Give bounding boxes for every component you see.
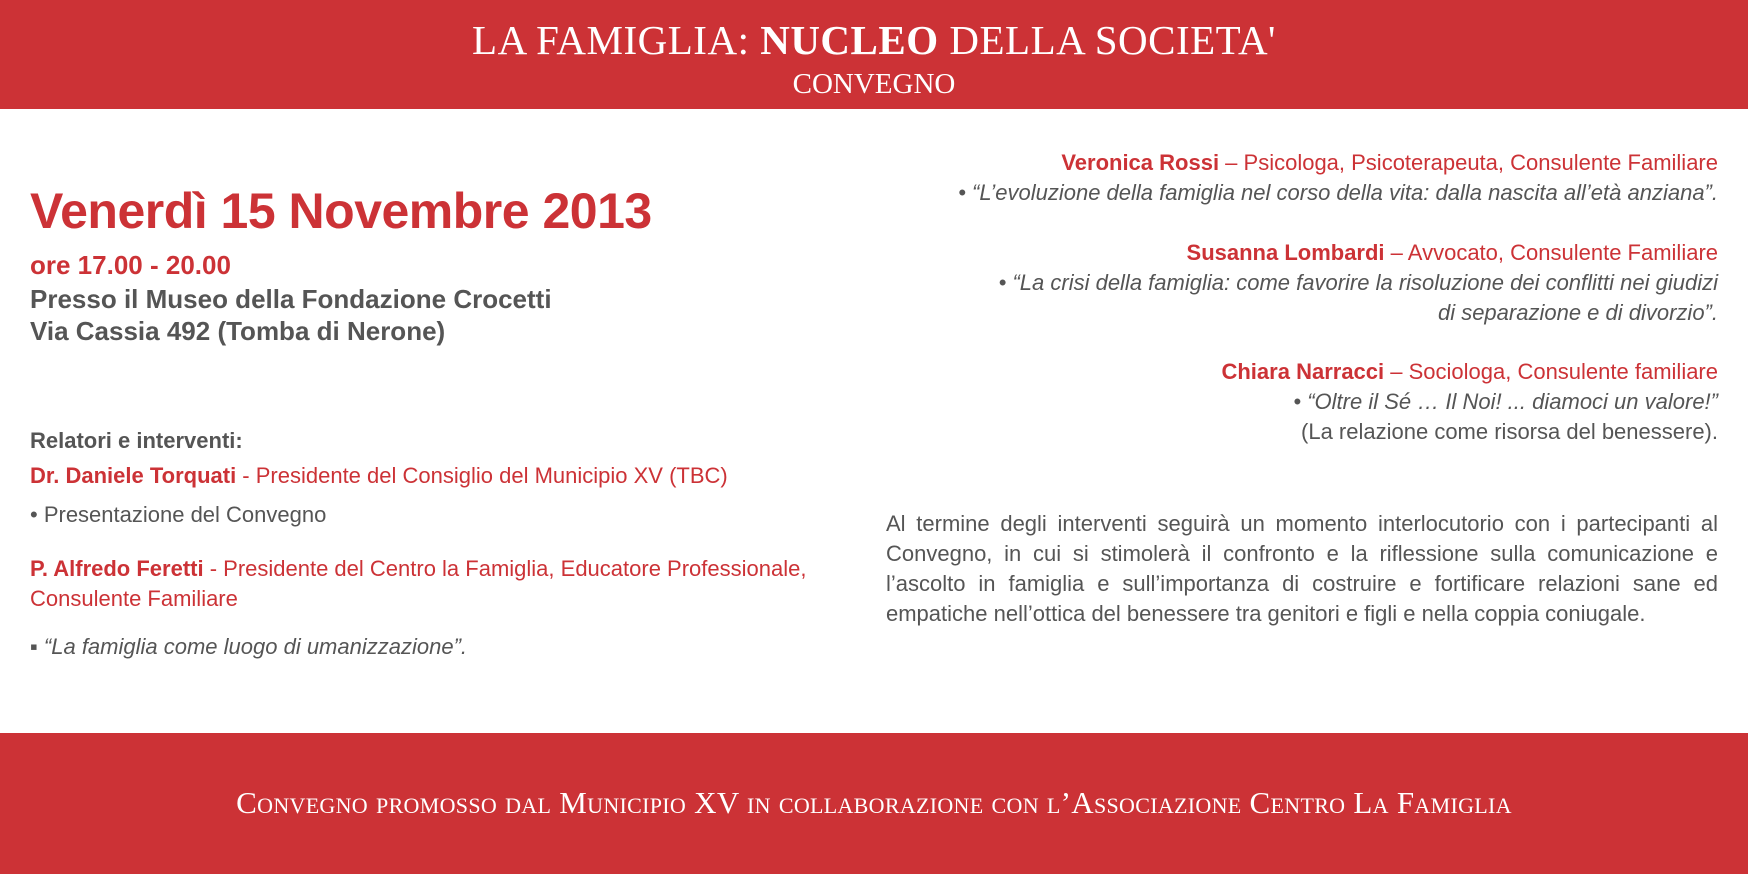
speaker-feretti [30,554,840,614]
speaker-talk: ▪ “La famiglia come luogo di umanizzazione”. [30,634,468,659]
event-time: ore 17.00 - 20.00 [30,250,231,280]
speaker-talk: • “La crisi della famiglia: come favorire la risoluzione dei conflitti nei giudizi di separazione e di divorzio”. [998,270,1718,325]
speaker-rossi [858,148,1718,208]
speaker-lombardi [858,238,1718,328]
header-banner [0,0,1748,109]
speaker-role: – Sociologa, Consulente familiare [1384,359,1718,384]
footer-banner [0,733,1748,874]
speaker-talk: • Presentazione del Convegno [30,502,327,527]
speaker-role: – Avvocato, Consulente Familiare [1384,240,1718,265]
title-suffix: DELLA SOCIETA' [938,17,1276,63]
title-highlight: NUCLEO [760,17,939,63]
footer-text: Convegno promosso dal Municipio XV in collaborazione con l’Associazione Centro La Famiglia [236,785,1512,820]
speaker-heading [858,238,1718,268]
speaker-torquati [30,461,840,491]
speaker-role: - Presidente del Consiglio del Municipio XV (TBC) [236,463,728,488]
speaker-role: - Presidente del Centro la Famiglia, Educatore Professionale, Consulente Familiare [30,556,807,611]
speaker-name: Dr. Daniele Torquati [30,463,237,488]
speaker-heading [858,357,1718,387]
speaker-name: Veronica Rossi [1061,150,1220,175]
speaker-narracci [858,357,1718,447]
speaker-talk: • “L’evoluzione della famiglia nel corso della vita: dalla nascita all’età anziana”. [958,180,1718,205]
event-date: Venerdì 15 Novembre 2013 [30,183,652,239]
page-title [0,14,1748,66]
speaker-name: Chiara Narracci [1221,359,1385,384]
venue-name: Presso il Museo della Fondazione Crocetti [30,284,552,314]
venue-address: Via Cassia 492 (Tomba di Nerone) [30,316,446,346]
speaker-role: – Psicologa, Psicoterapeuta, Consulente Familiare [1219,150,1718,175]
speaker-talk: • “Oltre il Sé … Il Noi! ... diamoci un valore!” [1293,389,1718,414]
closing-paragraph: Al termine degli interventi seguirà un momento interlocutorio con i partecipanti al Convegno, in cui si stimolerà il confronto e la riflessione sulla comunicazione e l’ascolto in famiglia e sull’importanza di costruire e fortificare relazioni sane ed empatiche nell’ottica del benessere tra genitori e figli e nella coppia coniugale. [886,511,1718,626]
speakers-heading: Relatori e interventi: [30,428,243,453]
title-prefix: LA FAMIGLIA: [472,17,761,63]
page-subtitle: CONVEGNO [792,68,956,100]
speaker-name: P. Alfredo Feretti [30,556,204,581]
speaker-talk-note: (La relazione come risorsa del benessere). [1301,419,1718,444]
speaker-name: Susanna Lombardi [1186,240,1385,265]
speaker-heading [858,148,1718,178]
